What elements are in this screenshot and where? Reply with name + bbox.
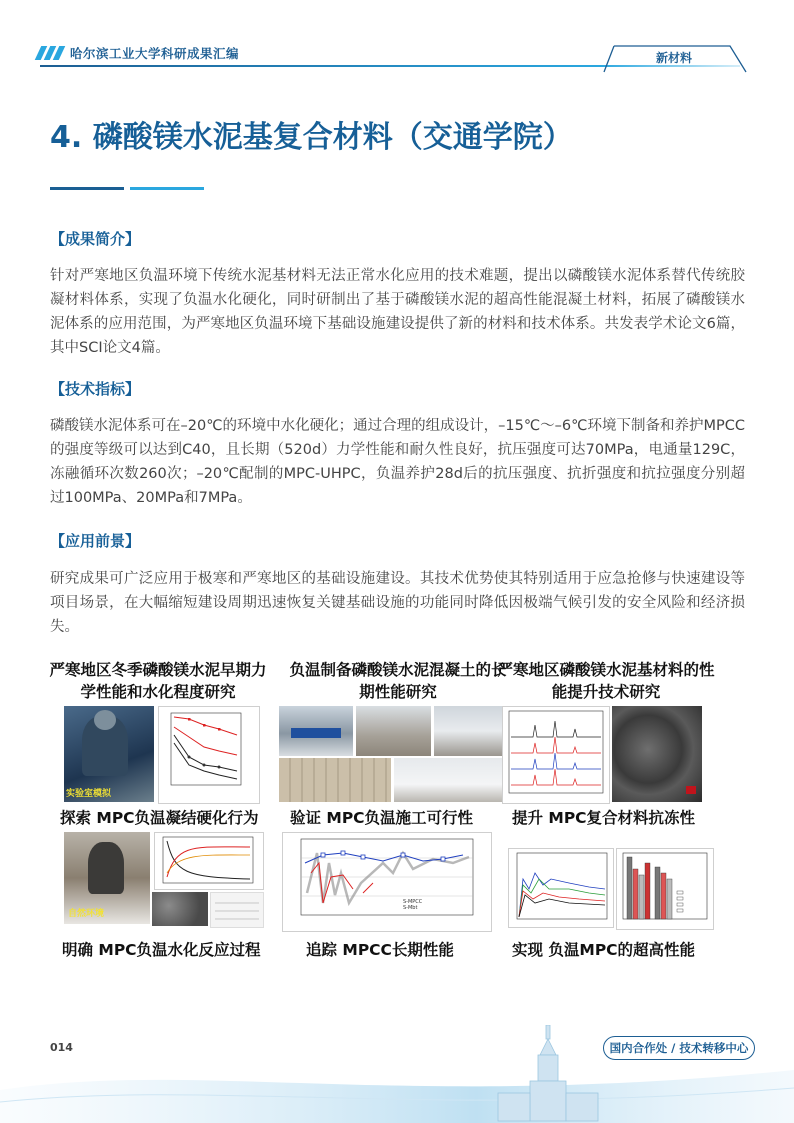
section-heading-summary: 【成果简介】 xyxy=(50,230,141,248)
svg-text:S-MPCC: S-MPCC xyxy=(403,899,423,905)
sem-image-2 xyxy=(612,706,702,802)
tensile-plot xyxy=(508,848,614,928)
hydration-plot xyxy=(154,832,264,890)
team-photo xyxy=(279,706,353,756)
slab-photo xyxy=(356,706,431,756)
bar-plot xyxy=(616,848,714,930)
xrd-plot xyxy=(502,706,610,804)
caption-1-top: 探索 MPC负温凝结硬化行为 xyxy=(60,809,259,827)
building-icon xyxy=(490,1025,610,1123)
column-heading-3: 严寒地区磷酸镁水泥基材料的性能提升技术研究 xyxy=(497,661,715,701)
xrd-table-image xyxy=(210,892,264,928)
brick-photo xyxy=(279,758,391,802)
column-heading-1: 严寒地区冬季磷酸镁水泥早期力学性能和水化程度研究 xyxy=(49,661,267,701)
caption-1-bottom: 明确 MPC负温水化反应过程 xyxy=(62,941,261,959)
caption-3-top: 提升 MPC复合材料抗冻性 xyxy=(512,809,696,827)
section-text-indicators: 磷酸镁水泥体系可在–20℃的环境中水化硬化；通过合理的组成设计，–15℃～–6℃环境下制备和养护MPCC的强度等级可以达到C40，且长期（520d）力学性能和耐久性良好，抗压强度可达70MPa，电通量129C，冻融循环次数260次；–20℃配制的MPC-UHPC，负温养护28d后的抗压强度、抗折强度和抗拉强度分别超过100MPa、20MPa和7MPa。 xyxy=(50,418,745,506)
longterm-plot xyxy=(282,832,492,932)
title-underline-accent xyxy=(130,187,204,190)
strength-plot xyxy=(158,706,260,804)
caption-2-bottom: 追踪 MPCC长期性能 xyxy=(306,941,454,959)
section-text-summary: 针对严寒地区负温环境下传统水泥基材料无法正常水化应用的技术难题，提出以磷酸镁水泥体系替代传统胶凝材料体系，实现了负温水化硬化，同时研制出了基于磷酸镁水泥的超高性能混凝土材料，拓展了磷酸镁水泥体系的应用范围，为严寒地区负温环境下基础设施建设提供了新的材料和技术体系。共发表学术论文6篇，其中SCI论文4篇。 xyxy=(50,268,745,356)
site-photo xyxy=(434,706,503,756)
section-text-prospects: 研究成果可广泛应用于极寒和严寒地区的基础设施建设。其技术优势使其特别适用于应急抢修与快速建设等项目场景，在大幅缩短建设周期迅速恢复关键基础设施的功能同时降低因极端气候引发的安全风险和经济损失。 xyxy=(50,571,745,635)
header-title: 哈尔滨工业大学科研成果汇编 xyxy=(70,46,240,61)
field-photo xyxy=(64,832,150,924)
snow-photo xyxy=(394,758,503,802)
photo-label-lab: 实验室模拟 xyxy=(66,789,112,799)
caption-3-bottom: 实现 负温MPC的超高性能 xyxy=(512,941,696,959)
lab-photo xyxy=(64,706,154,802)
header-tag: 新材料 xyxy=(656,51,693,65)
page-title: 4. 磷酸镁水泥基复合材料（交通学院） xyxy=(50,120,573,155)
title-underline xyxy=(50,187,124,190)
section-heading-prospects: 【应用前景】 xyxy=(50,532,141,550)
footer-department-pill: 国内合作处 / 技术转移中心 xyxy=(603,1036,755,1060)
section-heading-indicators: 【技术指标】 xyxy=(50,380,141,398)
column-heading-2: 负温制备磷酸镁水泥混凝土的长期性能研究 xyxy=(289,661,507,701)
caption-2-top: 验证 MPC负温施工可行性 xyxy=(290,809,474,827)
photo-label-field: 自然环境 xyxy=(68,909,105,919)
svg-text:S-Mbt: S-Mbt xyxy=(403,905,418,911)
sem-image-1 xyxy=(152,892,208,926)
page-number: 014 xyxy=(50,1041,73,1054)
